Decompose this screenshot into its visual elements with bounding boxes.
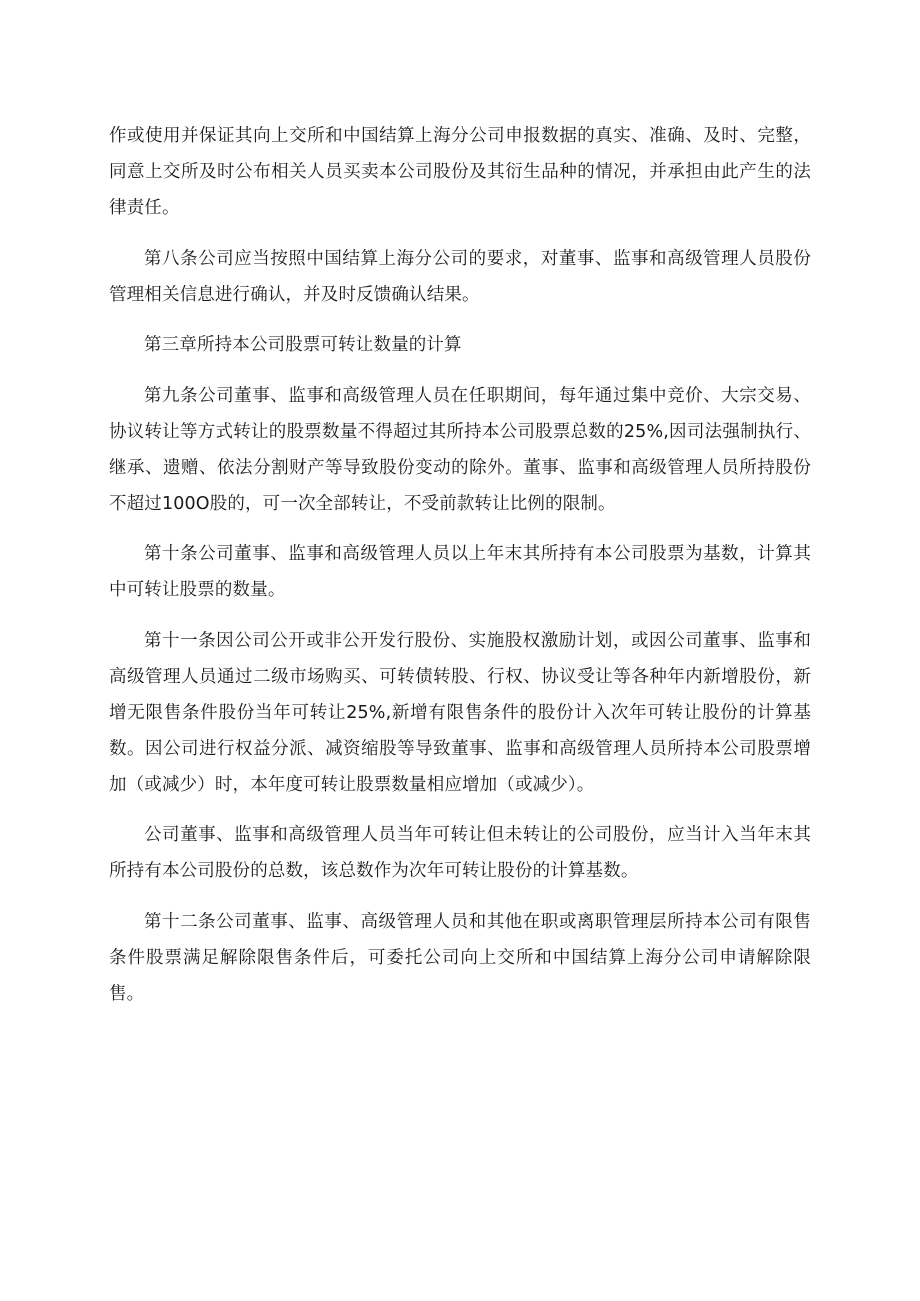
paragraph-article-10: 第十条公司董事、监事和高级管理人员以上年末其所持有本公司股票为基数，计算其中可转让股票的数量。 <box>109 544 811 600</box>
paragraph-article-11-continued: 公司董事、监事和高级管理人员当年可转让但未转让的公司股份，应当计入当年末其所持有本公司股份的总数，该总数作为次年可转让股份的计算基数。 <box>109 825 811 881</box>
paragraph-article-8: 第八条公司应当按照中国结算上海分公司的要求，对董事、监事和高级管理人员股份管理相关信息进行确认，并及时反馈确认结果。 <box>109 248 811 305</box>
chapter-3-heading: 第三章所持本公司股票可转让数量的计算 <box>144 335 462 355</box>
paragraph-article-11: 第十一条因公司公开或非公开发行股份、实施股权激励计划，或因公司董事、监事和高级管理人员通过二级市场购买、可转债转股、行权、协议受让等各种年内新增股份，新增无限售条件股份当年可转让25%,新增有限售条件的股份计入次年可转让股份的计算基数。因公司进行权益分派、减资缩股等导致董事、监事和高级管理人员所持本公司股票增加（或减少）时，本年度可转让股票数量相应增加（或减少）。 <box>109 630 811 795</box>
document-page <box>109 118 811 1026</box>
paragraph-article-9: 第九条公司董事、监事和高级管理人员在任职期间，每年通过集中竞价、大宗交易、协议转让等方式转让的股票数量不得超过其所持本公司股票总数的25%,因司法强制执行、继承、遗赠、依法分割财产等导致股份变动的除外。董事、监事和高级管理人员所持股份不超过100O股的，可一次全部转让，不受前款转让比例的限制。 <box>109 385 811 514</box>
paragraph-continuation: 作或使用并保证其向上交所和中国结算上海分公司申报数据的真实、准确、及时、完整，同意上交所及时公布相关人员买卖本公司股份及其衍生品种的情况，并承担由此产生的法律责任。 <box>109 126 811 218</box>
paragraph-article-12: 第十二条公司董事、监事、高级管理人员和其他在职或离职管理层所持本公司有限售条件股票满足解除限售条件后，可委托公司向上交所和中国结算上海分公司申请解除限售。 <box>109 911 811 1004</box>
